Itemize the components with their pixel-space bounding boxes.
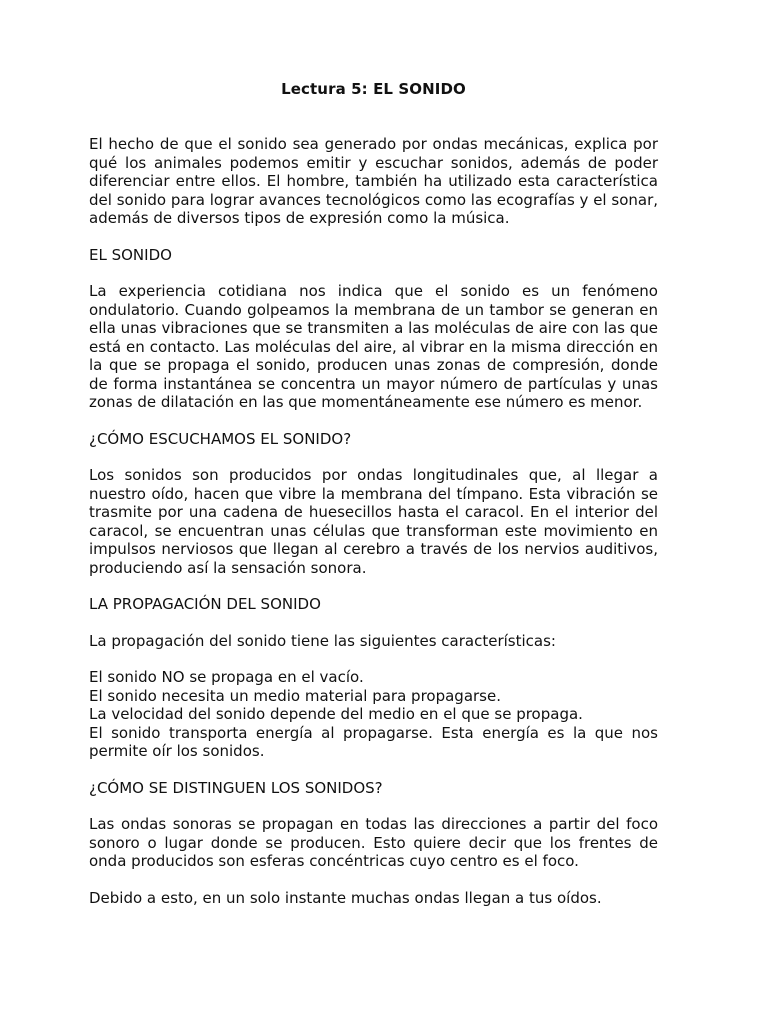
section-paragraph-propagacion: La propagación del sonido tiene las siguientes características: (89, 631, 556, 650)
propagation-characteristics-list (89, 668, 658, 761)
closing-paragraph: Debido a esto, en un solo instante muchas ondas llegan a tus oídos. (89, 888, 602, 907)
section-heading-el-sonido: EL SONIDO (89, 245, 172, 264)
section-heading-como-se-distinguen: ¿CÓMO SE DISTINGUEN LOS SONIDOS? (89, 778, 383, 797)
section-paragraph-como-se-distinguen: Las ondas sonoras se propagan en todas las direcciones a partir del foco sonoro o lugar donde se producen. Esto quiere decir que los frentes de onda producidos son esferas concéntricas cuyo centro es el foco. (89, 815, 658, 870)
list-item: El sonido necesita un medio material para propagarse. (89, 686, 501, 705)
document-page (89, 80, 658, 925)
list-item: El sonido transporta energía al propagarse. Esta energía es la que nos permite oír los sonidos. (89, 723, 658, 760)
list-item: La velocidad del sonido depende del medio en el que se propaga. (89, 705, 583, 723)
section-paragraph-el-sonido: La experiencia cotidiana nos indica que el sonido es un fenómeno ondulatorio. Cuando golpeamos la membrana de un tambor se generan en ella unas vibraciones que se transmiten a las moléculas de aire con las que está en contacto. Las moléculas del aire, al vibrar en la misma dirección en la que se propaga el sonido, producen unas zonas de compresión, donde de forma instantánea se concentra un mayor número de partículas y unas zonas de dilatación en las que momentáneamente ese número es menor. (89, 282, 658, 411)
document-title: Lectura 5: EL SONIDO (281, 80, 466, 98)
list-item: El sonido NO se propaga en el vacío. (89, 668, 364, 686)
section-heading-como-escuchamos: ¿CÓMO ESCUCHAMOS EL SONIDO? (89, 429, 352, 448)
section-paragraph-como-escuchamos: Los sonidos son producidos por ondas longitudinales que, al llegar a nuestro oído, hacen que vibre la membrana del tímpano. Esta vibración se trasmite por una cadena de huesecillos hasta el caracol. En el interior del caracol, se encuentran unas células que transforman este movimiento en impulsos nerviosos que llegan al cerebro a través de los nervios auditivos, produciendo así la sensación sonora. (89, 466, 658, 577)
intro-paragraph: El hecho de que el sonido sea generado por ondas mecánicas, explica por qué los animales podemos emitir y escuchar sonidos, además de poder diferenciar entre ellos. El hombre, también ha utilizado esta característica del sonido para lograr avances tecnológicos como las ecografías y el sonar, además de diversos tipos de expresión como la música. (89, 135, 658, 227)
section-heading-propagacion: LA PROPAGACIÓN DEL SONIDO (89, 595, 321, 613)
